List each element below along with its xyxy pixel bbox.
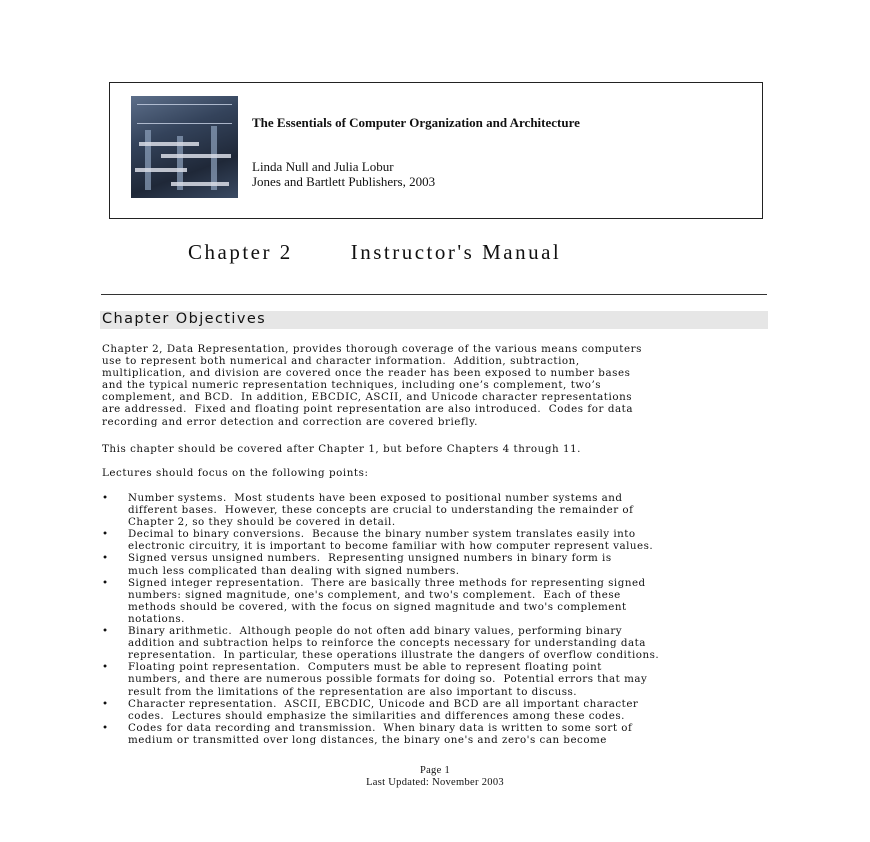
- bullet-icon: •: [102, 697, 109, 710]
- divider: [101, 294, 767, 295]
- book-authors: Linda Null and Julia Lobur: [252, 159, 394, 174]
- bullet-icon: •: [102, 625, 109, 638]
- manual-label: Instructor's Manual: [350, 240, 562, 264]
- book-cover-image: [131, 96, 238, 198]
- list-item: • Number systems. Most students have been exposed to positional number systems and different bases. However, these concepts are crucial to understanding the remainder of Chapter 2, so they should be covered in detail.: [102, 492, 634, 529]
- paragraph-line: recording and error detection and correction are covered briefly.: [102, 415, 478, 428]
- bullet-icon: •: [102, 576, 109, 589]
- lectures-intro: Lectures should focus on the following points:: [102, 467, 369, 479]
- paragraph-line: multiplication, and division are covered once the reader has been exposed to number bases: [102, 367, 631, 380]
- list-item: • Signed integer representation. There are basically three methods for representing signed numbers: signed magnitude, one's complement, and two's complement. Each of these methods should be covered, with the focus on signed magnitude and two's complement notations.: [102, 576, 646, 625]
- page-title: [188, 240, 561, 265]
- chapter-label: Chapter 2: [188, 240, 293, 264]
- book-title: The Essentials of Computer Organization and Architecture: [252, 115, 580, 130]
- paragraph-line: Chapter 2, Data Representation, provides thorough coverage of the various means computers: [102, 343, 642, 355]
- lecture-points-list: [102, 492, 782, 746]
- book-info-box: [109, 82, 763, 219]
- list-item: • Decimal to binary conversions. Because the binary number system translates easily into electronic circuitry, it is important to become familiar with how computer represent values.: [102, 528, 654, 553]
- bullet-icon: •: [102, 492, 109, 504]
- paragraph-line: use to represent both numerical and character information. Addition, subtraction,: [102, 355, 580, 368]
- bullet-icon: •: [102, 528, 109, 541]
- section-title: Chapter Objectives: [102, 311, 267, 327]
- bullet-icon: •: [102, 721, 109, 734]
- paragraph-line: are addressed. Fixed and floating point representation are also introduced. Codes for data: [102, 403, 634, 416]
- list-item: • Binary arithmetic. Although people do not often add binary values, performing binary addition and subtraction helps to reinforce the concepts necessary for understanding data representation. In particular, these operations illustrate the dangers of overflow conditions.: [102, 625, 660, 662]
- bullet-icon: •: [102, 661, 109, 674]
- list-item: • Character representation. ASCII, EBCDIC, Unicode and BCD are all important character codes. Lectures should emphasize the similarities and differences among these codes.: [102, 697, 639, 722]
- paragraph-line: and the typical numeric representation techniques, including one’s complement, two’s: [102, 379, 602, 392]
- last-updated: Last Updated: November 2003: [366, 777, 504, 788]
- page-number: Page 1: [419, 765, 451, 776]
- book-publisher: Jones and Bartlett Publishers, 2003: [252, 174, 436, 189]
- list-item: • Signed versus unsigned numbers. Representing unsigned numbers in binary form is much less complicated than dealing with signed numbers.: [102, 552, 612, 577]
- list-item: • Codes for data recording and transmission. When binary data is written to some sort of medium or transmitted over long distances, the binary one's and zero's can become: [102, 721, 633, 746]
- coverage-note: This chapter should be covered after Chapter 1, but before Chapters 4 through 11.: [102, 443, 582, 455]
- paragraph-line: complement, and BCD. In addition, EBCDIC, ASCII, and Unicode character representations: [102, 391, 633, 404]
- bullet-icon: •: [102, 552, 109, 565]
- objectives-paragraph: [102, 343, 772, 428]
- list-item: • Floating point representation. Computers must be able to represent floating point numbers, and there are numerous possible formats for doing so. Potential errors that may result from the limitations of the representation are also important to discuss.: [102, 661, 648, 698]
